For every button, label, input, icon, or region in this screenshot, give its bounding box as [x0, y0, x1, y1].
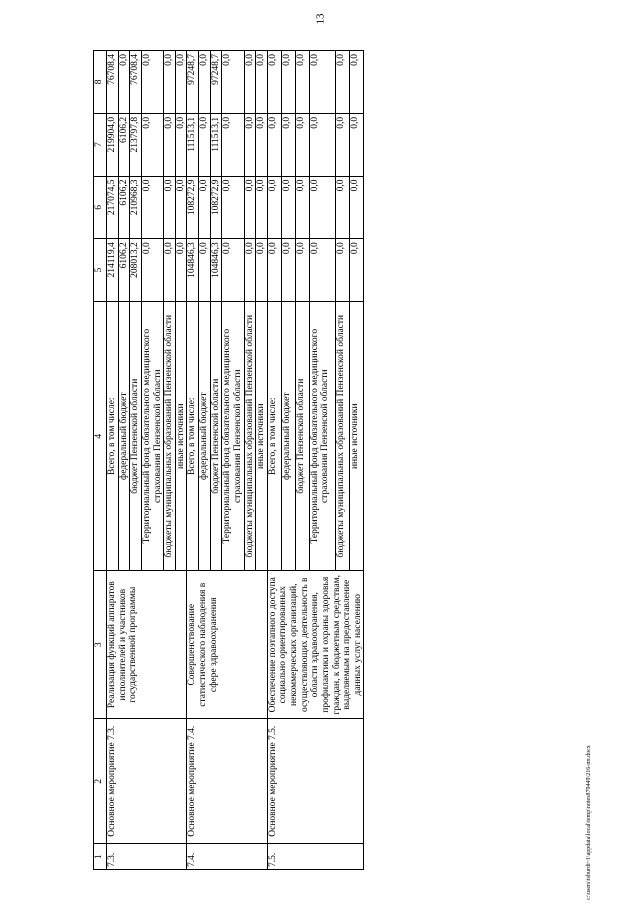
amount-cell: 213797,8 [130, 113, 142, 176]
measure-description: Обеспечение поэтапного доступа социально ориентированных некоммерческих организаций, осуществляющих деятельность в области здравоохранения, профилактики и охраны здоровья граждан, к бюджетным средствам, выделяемым на предоставление данных услуг населению [267, 571, 364, 719]
page-number-text: 13 [314, 13, 326, 25]
amount-cell: 0,0 [256, 176, 268, 239]
amount-cell: 104846,3 [187, 239, 199, 302]
amount-cell: 0,0 [281, 239, 295, 302]
amount-cell: 0,0 [141, 239, 163, 302]
funding-source: бюджет Пензенской области [295, 301, 309, 571]
measure-description: Совершенствование статистического наблюдения в сфере здравоохранения [187, 571, 267, 719]
measure-number: 7.4. [187, 844, 267, 870]
amount-cell: 0,0 [336, 51, 350, 114]
amount-cell: 0,0 [118, 51, 130, 114]
amount-cell: 210968,3 [130, 176, 142, 239]
measure-number: 7.3. [107, 844, 187, 870]
table-row [267, 51, 281, 870]
amount-cell: 0,0 [244, 51, 256, 114]
amount-cell: 0,0 [164, 239, 176, 302]
funding-source: Территориальный фонд обязательного медицинского страхования Пензенской области [309, 301, 336, 571]
table-row [187, 51, 199, 870]
amount-cell: 0,0 [175, 176, 187, 239]
amount-cell: 0,0 [244, 113, 256, 176]
amount-cell: 0,0 [309, 176, 336, 239]
funding-source: Всего, в том числе: [107, 301, 119, 571]
funding-source: иные источники [175, 301, 187, 571]
column-header: 6 [94, 176, 107, 239]
amount-cell: 0,0 [141, 176, 163, 239]
amount-cell: 0,0 [256, 51, 268, 114]
amount-cell: 219904,0 [107, 113, 119, 176]
funding-source: бюджет Пензенской области [130, 301, 142, 571]
funding-source: федеральный бюджет [118, 301, 130, 571]
amount-cell: 76708,4 [107, 51, 119, 114]
amount-cell: 0,0 [281, 51, 295, 114]
amount-cell: 0,0 [164, 176, 176, 239]
amount-cell: 0,0 [141, 113, 163, 176]
rotated-table-container [93, 50, 583, 870]
amount-cell: 97248,7 [187, 51, 199, 114]
amount-cell: 0,0 [244, 176, 256, 239]
amount-cell: 111513,1 [210, 113, 222, 176]
funding-source: Всего, в том числе: [187, 301, 199, 571]
amount-cell: 6106,2 [118, 113, 130, 176]
amount-cell: 0,0 [309, 113, 336, 176]
table-body [107, 51, 364, 870]
page-number [2, 13, 638, 25]
amount-cell: 0,0 [309, 51, 336, 114]
column-header: 4 [94, 301, 107, 571]
amount-cell: 0,0 [222, 239, 244, 302]
amount-cell: 0,0 [244, 239, 256, 302]
amount-cell: 0,0 [256, 239, 268, 302]
column-header: 3 [94, 571, 107, 719]
amount-cell: 0,0 [175, 239, 187, 302]
column-header: 2 [94, 719, 107, 844]
amount-cell: 0,0 [222, 113, 244, 176]
measure-type: Основное мероприятие 7.3. [107, 719, 187, 844]
funding-source: бюджеты муниципальных образований Пензенской области [244, 301, 256, 571]
amount-cell: 0,0 [222, 51, 244, 114]
measure-type: Основное мероприятие 7.5. [267, 719, 364, 844]
amount-cell: 0,0 [336, 239, 350, 302]
amount-cell: 0,0 [256, 113, 268, 176]
amount-cell: 0,0 [350, 51, 364, 114]
amount-cell: 0,0 [141, 51, 163, 114]
amount-cell: 0,0 [267, 51, 281, 114]
amount-cell: 0,0 [336, 113, 350, 176]
amount-cell: 0,0 [199, 113, 211, 176]
budget-table [93, 50, 364, 870]
amount-cell: 0,0 [281, 176, 295, 239]
table-header-row [94, 51, 107, 870]
funding-source: Всего, в том числе: [267, 301, 281, 571]
amount-cell: 0,0 [199, 51, 211, 114]
amount-cell: 0,0 [199, 239, 211, 302]
funding-source: федеральный бюджет [199, 301, 211, 571]
amount-cell: 0,0 [350, 113, 364, 176]
funding-source: бюджет Пензенской области [210, 301, 222, 571]
column-header: 8 [94, 51, 107, 114]
amount-cell: 108272,9 [187, 176, 199, 239]
amount-cell: 0,0 [222, 176, 244, 239]
amount-cell: 104846,3 [210, 239, 222, 302]
amount-cell: 214119,4 [107, 239, 119, 302]
amount-cell: 0,0 [175, 51, 187, 114]
funding-source: Территориальный фонд обязательного медицинского страхования Пензенской области [141, 301, 163, 571]
amount-cell: 6106,2 [118, 239, 130, 302]
amount-cell: 0,0 [164, 51, 176, 114]
amount-cell: 0,0 [267, 239, 281, 302]
amount-cell: 0,0 [281, 113, 295, 176]
amount-cell: 217074,5 [107, 176, 119, 239]
amount-cell: 0,0 [295, 113, 309, 176]
table-row [107, 51, 119, 870]
amount-cell: 97248,7 [210, 51, 222, 114]
amount-cell: 0,0 [295, 176, 309, 239]
footer-file-path: c:\users\tsburdi~1\appdata\local\temp\notes879449\216-пп.docx [586, 745, 592, 900]
amount-cell: 0,0 [350, 239, 364, 302]
funding-source: бюджеты муниципальных образований Пензенской области [164, 301, 176, 571]
amount-cell: 0,0 [199, 176, 211, 239]
column-header: 7 [94, 113, 107, 176]
measure-type: Основное мероприятие 7.4. [187, 719, 267, 844]
amount-cell: 0,0 [164, 113, 176, 176]
measure-description: Реализация функций аппаратов исполнителей и участников государственной программы [107, 571, 187, 719]
amount-cell: 0,0 [309, 239, 336, 302]
amount-cell: 0,0 [295, 51, 309, 114]
funding-source: бюджеты муниципальных образований Пензенской области [336, 301, 350, 571]
amount-cell: 0,0 [267, 113, 281, 176]
amount-cell: 208013,2 [130, 239, 142, 302]
amount-cell: 0,0 [336, 176, 350, 239]
amount-cell: 0,0 [295, 239, 309, 302]
funding-source: федеральный бюджет [281, 301, 295, 571]
amount-cell: 76708,4 [130, 51, 142, 114]
column-header: 5 [94, 239, 107, 302]
amount-cell: 111513,1 [187, 113, 199, 176]
amount-cell: 0,0 [350, 176, 364, 239]
funding-source: иные источники [350, 301, 364, 571]
funding-source: иные источники [256, 301, 268, 571]
amount-cell: 0,0 [175, 113, 187, 176]
amount-cell: 6106,2 [118, 176, 130, 239]
amount-cell: 108272,9 [210, 176, 222, 239]
measure-number: 7.5. [267, 844, 364, 870]
column-header: 1 [94, 844, 107, 870]
amount-cell: 0,0 [267, 176, 281, 239]
funding-source: Территориальный фонд обязательного медицинского страхования Пензенской области [222, 301, 244, 571]
